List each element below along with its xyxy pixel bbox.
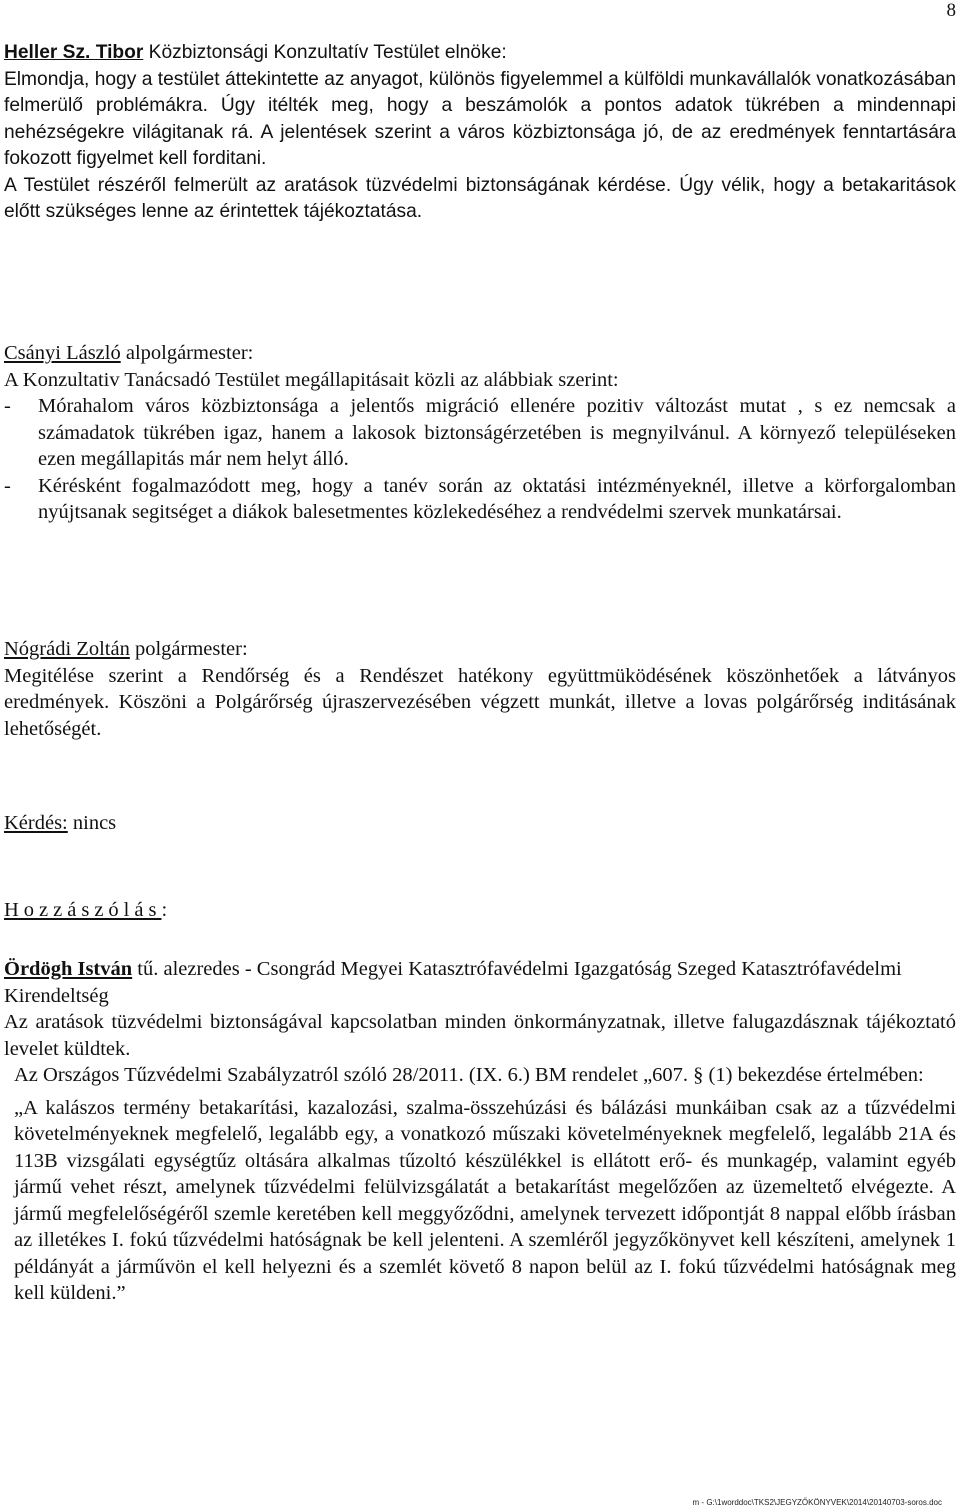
page-number: 8	[946, 0, 956, 21]
hozzaszolas-section	[4, 897, 956, 924]
csanyi-heading	[4, 340, 956, 367]
list-dash: -	[4, 474, 11, 497]
kerdes-label: Kérdés:	[4, 812, 68, 834]
speaker-role: Közbiztonsági Konzultatív Testület elnöke:	[143, 42, 507, 63]
ordogh-section	[4, 956, 956, 1307]
heller-paragraph-1: Elmondja, hogy a testület áttekintette az anyagot, különös figyelemmel a külföldi munkavállalók vonatkozásában felmerülő problémákra. Úgy itélték meg, hogy a beszámolók a pontos adatok tükrében a mindennapi nehézségekre világitanak rá. A jelentések szerint a város közbiztonsága jó, de az eredmények fenntartására fokozott figyelmet kell forditani.	[4, 68, 956, 169]
heller-paragraph-2: A Testület részéről felmerült az aratások tüzvédelmi biztonságának kérdése. Úgy vélik, hogy a betakaritások előtt szükséges lenne az érintettek tájékoztatása.	[4, 174, 956, 222]
ordogh-quote: „A kalászos termény betakarítási, kazalozási, szalma-összehúzási és bálázási munkáiban csak az a tűzvédelmi követelményeknek megfelelő, legalább egy, a vonatkozó műszaki követelményeknek megfelelő, legalább 21A és 113B vizsgálati egységtűz oltására alkalmas tűzoltó készülékkel is ellátott erő- és munkagép, valamint egyéb jármű vehet részt, amelynek tűzvédelmi felülvizsgálatát a betakarítást megelőzően az üzemeltető elvégezte. A jármű megfelelőségéről szemle keretében kell meggyőződni, amelynek tervezett időpontját 8 nappal előbb írásban az illetékes I. fokú tűzvédelmi hatóságnak be kell jelenteni. A szemléről jegyzőkönyvet kell készíteni, amelynek 1 példányát a járművön el kell helyezni és a szemlét követő 8 napon belül az I. fokú tűzvédelmi hatóságnak meg kell küldeni.”	[14, 1096, 956, 1304]
speaker-role: tű. alezredes - Csongrád Megyei Katasztrófavédelmi Igazgatóság Szeged Katasztrófavédelmi Kirendeltség	[4, 958, 902, 1007]
hozzaszolas-heading: Hozzászólás	[4, 899, 162, 921]
list-item	[4, 393, 956, 473]
speaker-name: Csányi László	[4, 342, 121, 364]
heller-section	[4, 40, 956, 226]
speaker-role: polgármester:	[129, 638, 248, 660]
kerdes-value: nincs	[67, 812, 117, 834]
ordogh-paragraph-2: Az Országos Tűzvédelmi Szabályzatról szóló 28/2011. (IX. 6.) BM rendelet „607. § (1) bekezdése értelmében:	[14, 1064, 924, 1086]
list-item	[4, 473, 956, 526]
heller-heading	[4, 40, 956, 67]
csanyi-section	[4, 340, 956, 526]
nogradi-paragraph: Megitélése szerint a Rendőrség és a Rendészet hatékony együttmüködésének köszönhetőek a látványos eredmények. Köszöni a Polgárőrség újraszervezésében végzett munkát, illetve a lovas polgárőrség inditásának lehetőségét.	[4, 664, 956, 740]
list-item-text: Kérésként fogalmazódott meg, hogy a tanév során az oktatási intézményeknél, illetve a körforgalomban nyújtsanak segitséget a diákok balesetmentes közlekedéséhez a rendvédelmi szervek munkatársai.	[38, 474, 956, 523]
speaker-name: Ördögh István	[4, 958, 133, 980]
ordogh-paragraph-1: Az aratások tüzvédelmi biztonságával kapcsolatban minden önkormányzatnak, illetve falugazdásznak tájékoztató levelet küldtek.	[4, 1011, 956, 1060]
csanyi-intro: A Konzultativ Tanácsadó Testület megállapitásait közli az alábbiak szerint:	[4, 368, 619, 391]
speaker-role: alpolgármester:	[120, 342, 254, 364]
csanyi-list	[4, 393, 956, 526]
speaker-name: Heller Sz. Tibor	[4, 42, 144, 63]
nogradi-heading	[4, 636, 956, 663]
speaker-name: Nógrádi Zoltán	[4, 638, 130, 660]
nogradi-section	[4, 636, 956, 742]
list-item-text: Mórahalom város közbiztonsága a jelentős migráció ellenére pozitiv változást mutat , s ez nemcsak a számadatok tükrében igaz, hanem a lakosok biztonságérzetében is megnyilvánul. A környező településeken ezen megállapitás már nem helyt álló.	[38, 395, 956, 470]
list-dash: -	[4, 395, 11, 417]
hozzaszolas-colon: :	[161, 899, 168, 921]
file-path-footer: m - G:\1worddoc\TKS2\JEGYZŐKÖNYVEK\2014\20140703-soros.doc	[692, 1498, 942, 1507]
ordogh-heading	[4, 956, 956, 1009]
kerdes-section	[4, 810, 956, 837]
